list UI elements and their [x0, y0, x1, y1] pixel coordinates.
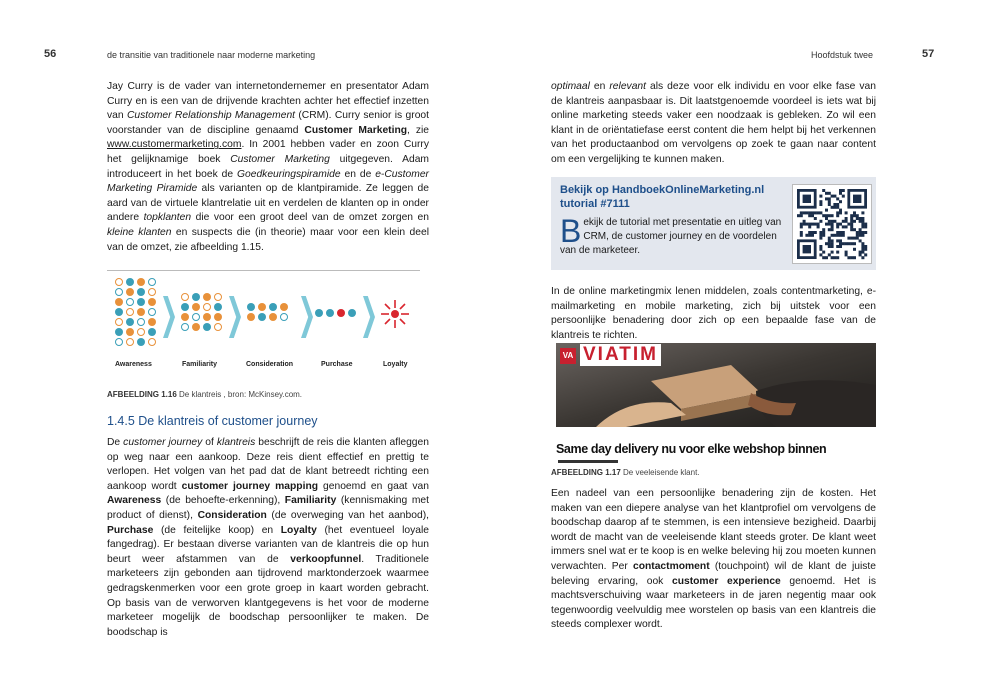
- funnel-dot: [269, 313, 277, 321]
- right-running-title: Hoofdstuk twee: [811, 50, 874, 60]
- funnel-dot: [148, 308, 156, 316]
- funnel-dot: [126, 308, 134, 316]
- funnel-dot: [269, 303, 277, 311]
- arrow-icon: [363, 296, 375, 338]
- funnel-dot: [247, 313, 255, 321]
- left-paragraph-2: De customer journey of klantreis beschrijft de reis die klanten afleggen op weg naar een aankoop. Deze reis dient effectief en prettig te verlopen. Het volgen van het pad dat de klant betreedt richting een aankoop wordt customer journey mapping genoemd en gaat van Awareness (de behoefte-erkenning), Familiarity (kennismaking met product of dienst), Consideration (de overweging van het aanbod), Purchase (de feitelijke koop) en Loyalty (het eventueel loyale fangedrag). Er bestaan diverse varianten van de klantreis die op hun beurt weer afstammen van de verkoopfunnel. Traditionele marketeers zijn gebonden aan tijdrovend marktonderzoek waarmee gedragskenmerken voor een grote groep in kaart worden gebracht. Op basis van de verworven klantgegevens is het voor de moderne marketeer mogelijk de boodschap persoonlijker te maken. De boodschap is: [107, 437, 429, 638]
- funnel-dot: [126, 278, 134, 286]
- funnel-dot: [214, 323, 222, 331]
- funnel-dot: [115, 278, 123, 286]
- funnel-dot: [337, 309, 345, 317]
- funnel-dot: [247, 303, 255, 311]
- tutorial-box[interactable]: [551, 177, 876, 270]
- funnel-dot: [137, 298, 145, 306]
- funnel-dot: [126, 298, 134, 306]
- funnel-dot: [115, 318, 123, 326]
- funnel-dot: [148, 328, 156, 336]
- figure-top-rule: [107, 270, 420, 271]
- funnel-dot: [115, 338, 123, 346]
- figure-label-purchase: Purchase: [321, 361, 353, 368]
- funnel-dot: [181, 293, 189, 301]
- funnel-dot: [214, 313, 222, 321]
- funnel-dot: [348, 309, 356, 317]
- funnel-dot: [137, 308, 145, 316]
- funnel-dot: [214, 293, 222, 301]
- figure-1-16-caption: AFBEELDING 1.16 De klantreis , bron: McKinsey.com.: [107, 390, 303, 399]
- left-paragraph-1: Jay Curry is de vader van internetondernemer en presentator Adam Curry en is een van de drijvende krachten achter het effectief inzetten van Customer Relationship Management (CRM). Curry senior is groot voorstander van de discipline genaamd Customer Marketing, zie www.customermarketing.com. In 2001 hebben vader en zoon Curry het gelijknamige boek Customer Marketing uitgegeven. Adam introduceert in het boek de Goedkeuringspiramide en de e-Customer Marketing Piramide als varianten op de klantpiramide. Ze leggen de aard van de virtuele klantrelatie uit en verdelen de klanten op in onder andere topklanten die voor een groot deel van de omzet zorgen en kleine klanten en suspects die (in theorie) maar voor een klein deel van de omzet, zie afbeelding 1.15.: [107, 81, 430, 253]
- funnel-dot: [192, 323, 200, 331]
- right-paragraph-2: In de online marketingmix lenen middelen, zoals contentmarketing, e-mailmarketing en mobile marketing, zich bij uitstek voor een persoonlijke benadering door zich op een bepaalde fase van de klantreis te richten.: [551, 286, 876, 341]
- funnel-dot: [137, 278, 145, 286]
- funnel-dot: [203, 293, 211, 301]
- figure-label-awareness: Awareness: [115, 361, 152, 368]
- funnel-dot: [258, 313, 266, 321]
- funnel-dot: [126, 318, 134, 326]
- loyalty-burst-icon: [380, 299, 410, 329]
- funnel-dot: [192, 313, 200, 321]
- funnel-dot: [203, 303, 211, 311]
- advert-headline: Same day delivery nu voor elke webshop binnen: [556, 442, 827, 456]
- funnel-dot: [126, 288, 134, 296]
- arrow-icon: [229, 296, 241, 338]
- funnel-dot: [115, 298, 123, 306]
- funnel-dot: [148, 298, 156, 306]
- funnel-dot: [280, 303, 288, 311]
- funnel-dot: [192, 303, 200, 311]
- funnel-dot: [137, 328, 145, 336]
- left-page-number: 56: [44, 48, 57, 60]
- viatim-logo-text: VIATIM: [580, 344, 661, 366]
- funnel-dot: [280, 313, 288, 321]
- funnel-dot: [148, 278, 156, 286]
- funnel-dot: [137, 288, 145, 296]
- qr-code-icon[interactable]: [792, 184, 872, 264]
- funnel-dot: [115, 288, 123, 296]
- funnel-dot: [181, 303, 189, 311]
- funnel-dot: [148, 318, 156, 326]
- viatim-advert-image: [556, 343, 876, 463]
- funnel-dot: [315, 309, 323, 317]
- funnel-dot: [148, 338, 156, 346]
- funnel-dot: [115, 328, 123, 336]
- drop-cap: B: [560, 213, 582, 249]
- figure-label-loyalty: Loyalty: [383, 361, 408, 368]
- funnel-dot: [137, 338, 145, 346]
- funnel-dot: [326, 309, 334, 317]
- funnel-dot: [115, 308, 123, 316]
- customermarketing-link[interactable]: www.customermarketing.com: [107, 139, 242, 151]
- section-heading: 1.4.5 De klantreis of customer journey: [107, 414, 318, 428]
- figure-1-17-caption: AFBEELDING 1.17 De veeleisende klant.: [551, 468, 700, 477]
- funnel-dot: [258, 303, 266, 311]
- funnel-dot: [181, 313, 189, 321]
- funnel-dot: [214, 303, 222, 311]
- funnel-dot: [203, 313, 211, 321]
- funnel-dot: [126, 338, 134, 346]
- figure-label-consideration: Consideration: [246, 361, 294, 368]
- viatim-logo-mark: VA: [560, 348, 576, 364]
- right-page-number: 57: [922, 48, 935, 60]
- left-running-title: de transitie van traditionele naar moderne marketing: [107, 50, 316, 60]
- tutorial-title[interactable]: Bekijk op HandboekOnlineMarketing.nl tutorial #7111: [560, 184, 765, 210]
- funnel-dot: [203, 323, 211, 331]
- arrow-icon: [163, 296, 175, 338]
- funnel-dot: [137, 318, 145, 326]
- funnel-dot: [192, 293, 200, 301]
- right-paragraph-3: Een nadeel van een persoonlijke benadering zijn de kosten. Het maken van een diepere analyse van het klantprofiel om vervolgens de boodschap daarop af te stemmen, is een intensieve bezigheid. Daarbij wordt de macht van de veeleisende klant steeds groter. De klant weet immers snel wat er te koop is en welke beleving hij zou moeten kunnen verwachten. Per contactmoment (touchpoint) wil de klant de juiste beleving ervaring, ook customer experience genoemd. Het is machtsverschuiving waar marketeers in de jaren negentig maar ook tegenwoordig veelvuldig mee worstelen op basis van een klantreis die steeds complexer wordt.: [551, 488, 876, 631]
- right-paragraph-1: optimaal en relevant als deze voor elk individu en voor elke fase van de klantreis aanpasbaar is. Dit laatstgenoemde voordeel is iets wat bij online marketing steeds vaker een noodzaak is gebleken. Zo wil een klant in de oriëntatiefase eerst content die hem helpt bij het verkennen van het productaanbod om vervolgens op zoek te gaan naar content om een vergelijking te kunnen maken.: [551, 81, 876, 165]
- arrow-icon: [301, 296, 313, 338]
- funnel-dot: [148, 288, 156, 296]
- tutorial-body: Bekijk de tutorial met presentatie en uitleg van CRM, de customer journey en de voordelen van de marketeer.: [560, 213, 782, 256]
- funnel-dot: [181, 323, 189, 331]
- figure-label-familiarity: Familiarity: [182, 361, 218, 368]
- funnel-dot: [126, 328, 134, 336]
- advert-cutoff-text: [558, 459, 638, 463]
